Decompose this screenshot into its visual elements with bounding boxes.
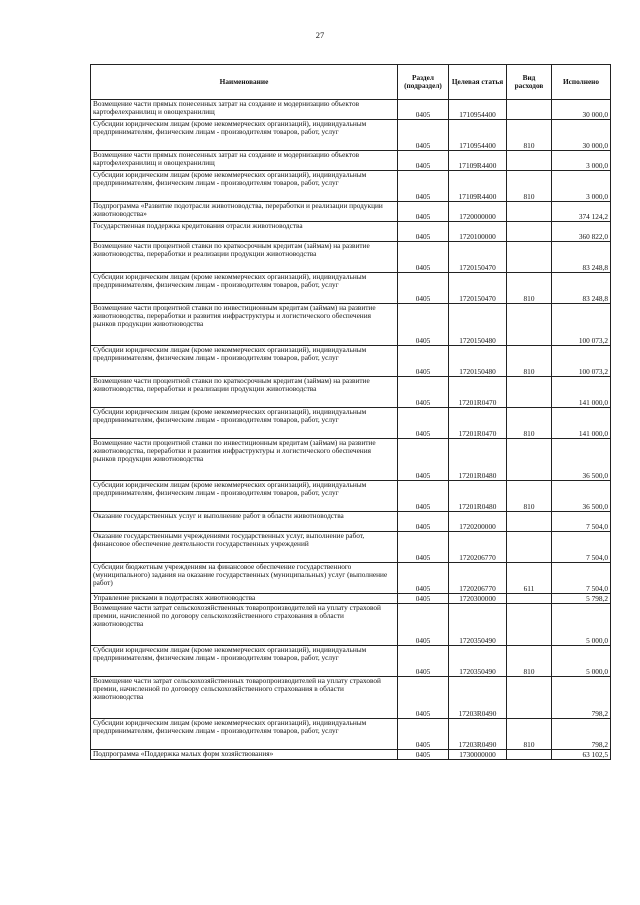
row-target-item: 1720350490 bbox=[449, 646, 507, 677]
row-target-item: 1720000000 bbox=[449, 202, 507, 222]
table-row bbox=[91, 151, 611, 171]
table-row bbox=[91, 100, 611, 120]
row-expense-type: 611 bbox=[507, 563, 552, 594]
row-target-item: 1720200000 bbox=[449, 512, 507, 532]
table-row bbox=[91, 481, 611, 512]
row-expense-type bbox=[507, 604, 552, 646]
row-executed: 7 504,0 bbox=[552, 532, 611, 563]
row-executed: 7 504,0 bbox=[552, 512, 611, 532]
row-executed: 36 500,0 bbox=[552, 439, 611, 481]
row-name: Возмещение части затрат сельскохозяйственных товаропроизводителей на уплату страховой премии, начисленной по договору сельскохозяйственного страхования в области животноводства bbox=[91, 677, 398, 719]
row-expense-type: 810 bbox=[507, 481, 552, 512]
table-row bbox=[91, 750, 611, 760]
row-expense-type bbox=[507, 677, 552, 719]
row-target-item: 17201R0480 bbox=[449, 481, 507, 512]
table-row bbox=[91, 120, 611, 151]
row-section: 0405 bbox=[398, 151, 449, 171]
row-name: Субсидии юридическим лицам (кроме некоммерческих организаций), индивидуальным предпринимателям, физическим лицам - производителям товаров, работ, услуг bbox=[91, 120, 398, 151]
row-target-item: 17203R0490 bbox=[449, 677, 507, 719]
row-name: Субсидии юридическим лицам (кроме некоммерческих организаций), индивидуальным предпринимателям, физическим лицам - производителям товаров, работ, услуг bbox=[91, 171, 398, 202]
row-section: 0405 bbox=[398, 481, 449, 512]
row-section: 0405 bbox=[398, 377, 449, 408]
row-section: 0405 bbox=[398, 594, 449, 604]
row-expense-type bbox=[507, 512, 552, 532]
row-name: Субсидии юридическим лицам (кроме некоммерческих организаций), индивидуальным предпринимателям, физическим лицам - производителям товаров, работ, услуг bbox=[91, 346, 398, 377]
row-name: Возмещение части процентной ставки по инвестиционным кредитам (займам) на развитие животноводства, переработки и развития инфраструктуры и логистического обеспечения рынков продукции животноводства bbox=[91, 304, 398, 346]
row-name: Субсидии юридическим лицам (кроме некоммерческих организаций), индивидуальным предпринимателям, физическим лицам - производителям товаров, работ, услуг bbox=[91, 408, 398, 439]
row-name: Субсидии юридическим лицам (кроме некоммерческих организаций), индивидуальным предпринимателям, физическим лицам - производителям товаров, работ, услуг bbox=[91, 273, 398, 304]
row-section: 0405 bbox=[398, 646, 449, 677]
row-executed: 5 000,0 bbox=[552, 604, 611, 646]
row-section: 0405 bbox=[398, 439, 449, 481]
row-target-item: 1730000000 bbox=[449, 750, 507, 760]
row-section: 0405 bbox=[398, 346, 449, 377]
row-target-item: 1720150470 bbox=[449, 242, 507, 273]
row-section: 0405 bbox=[398, 171, 449, 202]
row-target-item: 1720300000 bbox=[449, 594, 507, 604]
table-row bbox=[91, 242, 611, 273]
row-executed: 374 124,2 bbox=[552, 202, 611, 222]
row-target-item: 17201R0470 bbox=[449, 408, 507, 439]
row-expense-type: 810 bbox=[507, 408, 552, 439]
table-row bbox=[91, 532, 611, 563]
row-expense-type bbox=[507, 222, 552, 242]
row-name: Субсидии бюджетным учреждениям на финансовое обеспечение государственного (муниципального) задания на оказание государственных (муниципальных) услуг (выполнение работ) bbox=[91, 563, 398, 594]
row-name: Возмещение части процентной ставки по краткосрочным кредитам (займам) на развитие животноводства, переработки и реализации продукции животноводства bbox=[91, 377, 398, 408]
header-target-item: Целевая статья bbox=[449, 65, 507, 100]
row-target-item: 1720150480 bbox=[449, 304, 507, 346]
table-row bbox=[91, 512, 611, 532]
row-name: Управление рисками в подотраслях животноводства bbox=[91, 594, 398, 604]
table-body bbox=[91, 100, 611, 760]
row-section: 0405 bbox=[398, 677, 449, 719]
row-executed: 798,2 bbox=[552, 719, 611, 750]
row-target-item: 1720350490 bbox=[449, 604, 507, 646]
table-row bbox=[91, 594, 611, 604]
table-row bbox=[91, 604, 611, 646]
row-section: 0405 bbox=[398, 719, 449, 750]
table-row bbox=[91, 171, 611, 202]
table-row bbox=[91, 346, 611, 377]
header-expense-type: Вид расходов bbox=[507, 65, 552, 100]
row-name: Субсидии юридическим лицам (кроме некоммерческих организаций), индивидуальным предпринимателям, физическим лицам - производителям товаров, работ, услуг bbox=[91, 719, 398, 750]
row-expense-type bbox=[507, 594, 552, 604]
row-executed: 30 000,0 bbox=[552, 120, 611, 151]
row-expense-type: 810 bbox=[507, 171, 552, 202]
row-expense-type bbox=[507, 202, 552, 222]
table-row bbox=[91, 563, 611, 594]
row-target-item: 17109R4400 bbox=[449, 171, 507, 202]
row-executed: 141 000,0 bbox=[552, 408, 611, 439]
table-row bbox=[91, 439, 611, 481]
row-target-item: 17201R0470 bbox=[449, 377, 507, 408]
table-row bbox=[91, 304, 611, 346]
table-row bbox=[91, 273, 611, 304]
table-header-row bbox=[91, 65, 611, 100]
budget-execution-table bbox=[90, 64, 611, 760]
row-section: 0405 bbox=[398, 304, 449, 346]
header-section: Раздел (подраздел) bbox=[398, 65, 449, 100]
row-expense-type bbox=[507, 750, 552, 760]
table-row bbox=[91, 377, 611, 408]
row-executed: 141 000,0 bbox=[552, 377, 611, 408]
row-expense-type: 810 bbox=[507, 273, 552, 304]
row-target-item: 1720206770 bbox=[449, 532, 507, 563]
row-executed: 100 073,2 bbox=[552, 304, 611, 346]
row-section: 0405 bbox=[398, 604, 449, 646]
row-target-item: 1720150470 bbox=[449, 273, 507, 304]
row-name: Государственная поддержка кредитования отрасли животноводства bbox=[91, 222, 398, 242]
row-executed: 7 504,0 bbox=[552, 563, 611, 594]
row-expense-type bbox=[507, 439, 552, 481]
row-target-item: 1710954400 bbox=[449, 100, 507, 120]
row-section: 0405 bbox=[398, 120, 449, 151]
row-name: Подпрограмма «Поддержка малых форм хозяйствования» bbox=[91, 750, 398, 760]
row-expense-type bbox=[507, 532, 552, 563]
row-executed: 63 102,5 bbox=[552, 750, 611, 760]
row-name: Возмещение части прямых понесенных затрат на создание и модернизацию объектов картофелехранилищ и овощехранилищ bbox=[91, 100, 398, 120]
table-row bbox=[91, 222, 611, 242]
row-name: Оказание государственными учреждениями государственных услуг, выполнение работ, финансовое обеспечение деятельности государственных учреждений bbox=[91, 532, 398, 563]
row-expense-type bbox=[507, 304, 552, 346]
row-executed: 83 248,8 bbox=[552, 273, 611, 304]
row-executed: 5 798,2 bbox=[552, 594, 611, 604]
row-executed: 83 248,8 bbox=[552, 242, 611, 273]
page-number: 27 bbox=[315, 30, 325, 40]
row-executed: 5 000,0 bbox=[552, 646, 611, 677]
header-name: Наименование bbox=[91, 65, 398, 100]
row-section: 0405 bbox=[398, 273, 449, 304]
row-section: 0405 bbox=[398, 408, 449, 439]
row-name: Возмещение части процентной ставки по инвестиционным кредитам (займам) на развитие животноводства, переработки и развития инфраструктуры и логистического обеспечения рынков продукции животноводства bbox=[91, 439, 398, 481]
row-expense-type bbox=[507, 100, 552, 120]
row-name: Субсидии юридическим лицам (кроме некоммерческих организаций), индивидуальным предпринимателям, физическим лицам - производителям товаров, работ, услуг bbox=[91, 646, 398, 677]
row-expense-type: 810 bbox=[507, 120, 552, 151]
row-executed: 798,2 bbox=[552, 677, 611, 719]
row-section: 0405 bbox=[398, 512, 449, 532]
table-row bbox=[91, 202, 611, 222]
row-executed: 3 000,0 bbox=[552, 171, 611, 202]
row-section: 0405 bbox=[398, 750, 449, 760]
row-target-item: 1720150480 bbox=[449, 346, 507, 377]
row-executed: 360 822,0 bbox=[552, 222, 611, 242]
row-section: 0405 bbox=[398, 202, 449, 222]
row-expense-type: 810 bbox=[507, 646, 552, 677]
table-row bbox=[91, 719, 611, 750]
row-executed: 36 500,0 bbox=[552, 481, 611, 512]
row-target-item: 17109R4400 bbox=[449, 151, 507, 171]
row-executed: 3 000,0 bbox=[552, 151, 611, 171]
row-name: Оказание государственных услуг и выполнение работ в области животноводства bbox=[91, 512, 398, 532]
row-section: 0405 bbox=[398, 222, 449, 242]
row-executed: 30 000,0 bbox=[552, 100, 611, 120]
row-expense-type: 810 bbox=[507, 719, 552, 750]
table-row bbox=[91, 646, 611, 677]
row-section: 0405 bbox=[398, 100, 449, 120]
row-section: 0405 bbox=[398, 532, 449, 563]
row-name: Возмещение части затрат сельскохозяйственных товаропроизводителей на уплату страховой премии, начисленной по договору сельскохозяйственного страхования в области животноводства bbox=[91, 604, 398, 646]
row-target-item: 17203R0490 bbox=[449, 719, 507, 750]
row-section: 0405 bbox=[398, 563, 449, 594]
row-target-item: 1710954400 bbox=[449, 120, 507, 151]
row-name: Субсидии юридическим лицам (кроме некоммерческих организаций), индивидуальным предпринимателям, физическим лицам - производителям товаров, работ, услуг bbox=[91, 481, 398, 512]
row-section: 0405 bbox=[398, 242, 449, 273]
row-expense-type: 810 bbox=[507, 346, 552, 377]
row-expense-type bbox=[507, 151, 552, 171]
row-name: Возмещение части процентной ставки по краткосрочным кредитам (займам) на развитие животноводства, переработки и реализации продукции животноводства bbox=[91, 242, 398, 273]
row-executed: 100 073,2 bbox=[552, 346, 611, 377]
row-target-item: 17201R0480 bbox=[449, 439, 507, 481]
row-target-item: 1720100000 bbox=[449, 222, 507, 242]
table-row bbox=[91, 408, 611, 439]
table-row bbox=[91, 677, 611, 719]
row-target-item: 1720206770 bbox=[449, 563, 507, 594]
row-name: Подпрограмма «Развитие подотрасли животноводства, переработки и реализации продукции животноводства» bbox=[91, 202, 398, 222]
row-name: Возмещение части прямых понесенных затрат на создание и модернизацию объектов картофелехранилищ и овощехранилищ bbox=[91, 151, 398, 171]
row-expense-type bbox=[507, 377, 552, 408]
header-executed: Исполнено bbox=[552, 65, 611, 100]
row-expense-type bbox=[507, 242, 552, 273]
